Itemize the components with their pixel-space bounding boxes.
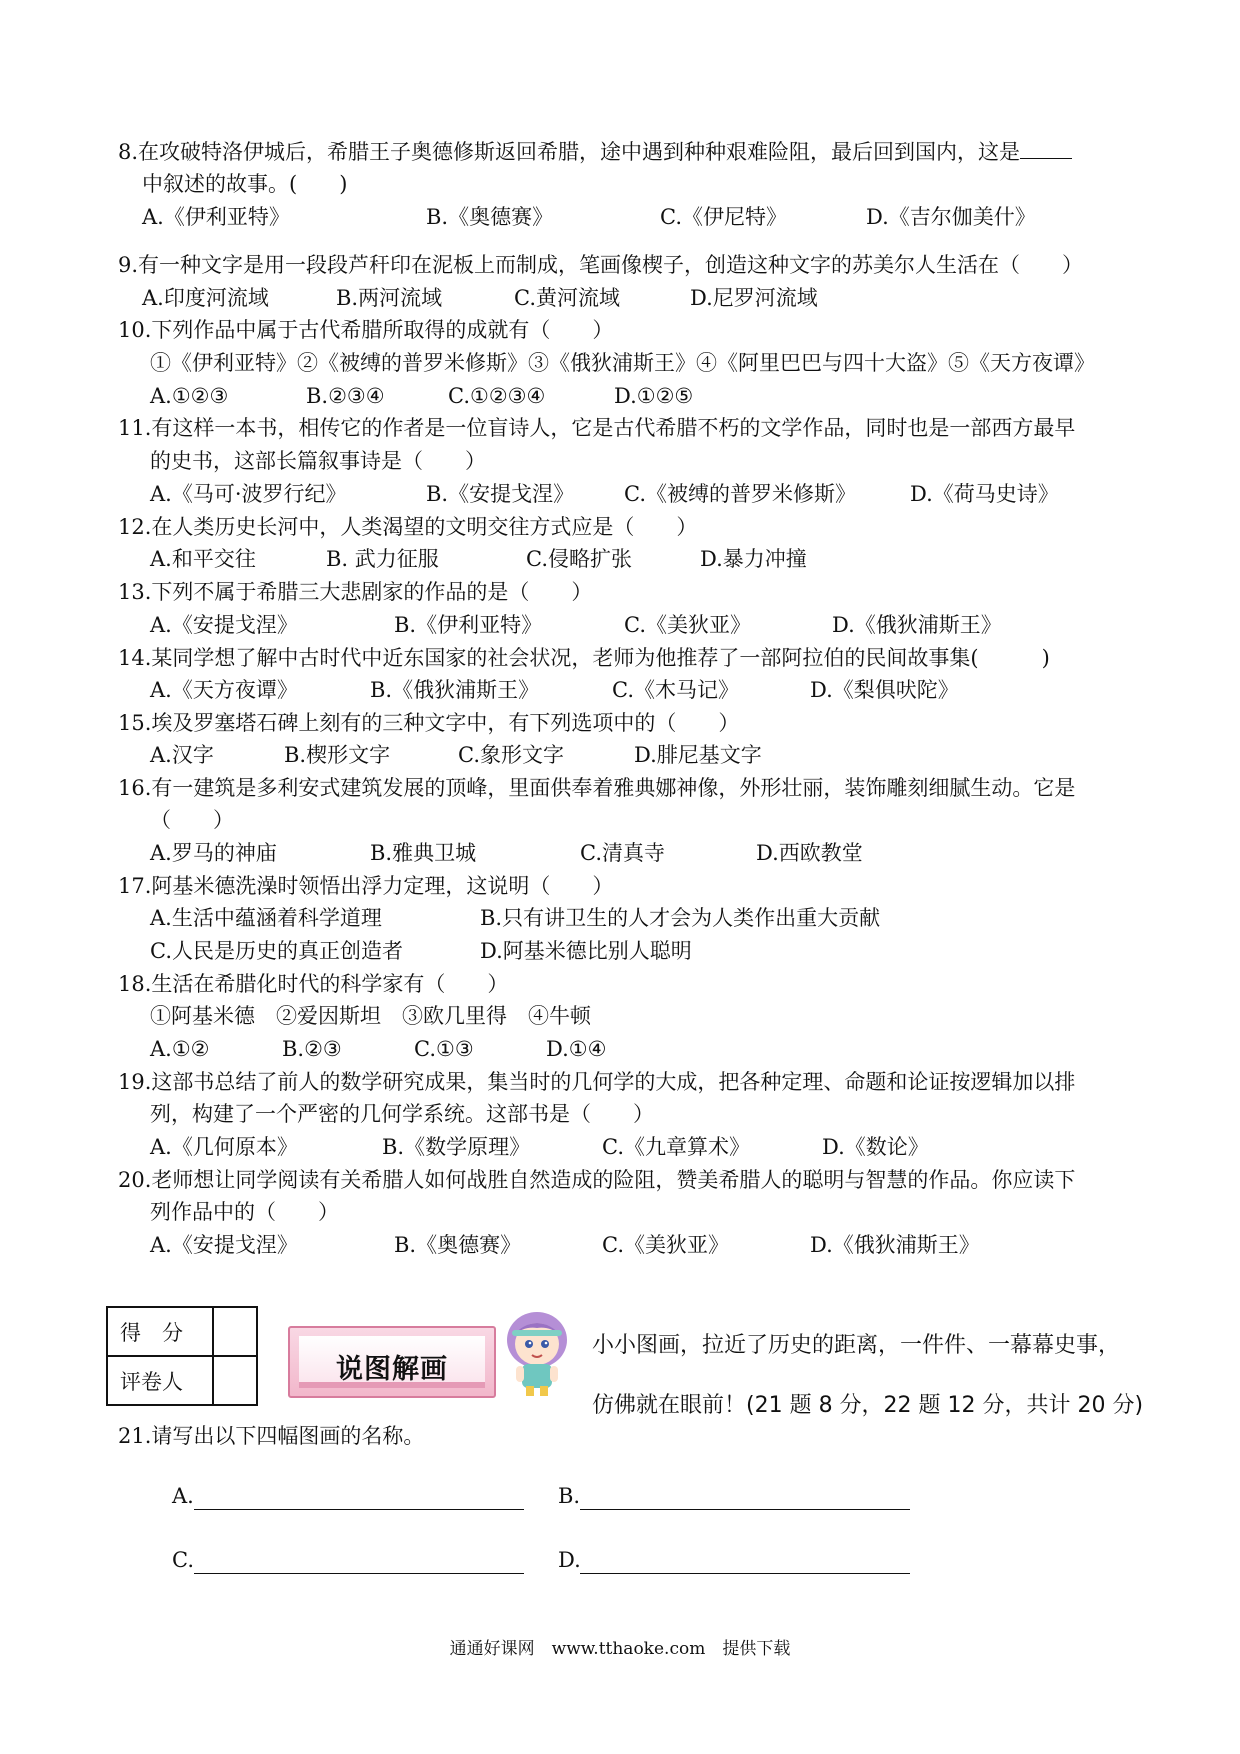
answer-line-c[interactable] (194, 1572, 524, 1574)
grader-box[interactable] (213, 1356, 257, 1405)
option-a: A.《天方夜谭》 (150, 678, 298, 702)
option-b: B.②③ (282, 1037, 342, 1061)
option-b: B.《俄狄浦斯王》 (370, 678, 540, 702)
question-9: 9.有一种文字是用一段段芦秆印在泥板上而制成，笔画像楔子，创造这种文字的苏美尔人生活在（ ） (118, 253, 1084, 277)
option-d: D.《俄狄浦斯王》 (832, 613, 1002, 637)
option-c: C.清真寺 (580, 841, 665, 865)
option-b: B.《安提戈涅》 (426, 482, 575, 506)
option-d: D.暴力冲撞 (700, 547, 807, 571)
question-10: 10.下列作品中属于古代希腊所取得的成就有（ ） (118, 318, 614, 342)
section-intro-line1: 小小图画，拉近了历史的距离，一件件、一幕幕史事， (592, 1333, 1121, 1358)
page-footer: 通通好课网 www.tthaoke.com 提供下载 (449, 1639, 791, 1659)
score-label: 得 分 (107, 1307, 213, 1356)
question-19: 19.这部书总结了前人的数学研究成果，集当时的几何学的大成，把各种定理、命题和论证按逻辑加以排 (118, 1070, 1076, 1094)
option-c: C.《被缚的普罗米修斯》 (624, 482, 856, 506)
option-d: D.尼罗河流域 (690, 286, 818, 310)
option-b: B.②③④ (306, 384, 385, 408)
question-11: 11.有这样一本书，相传它的作者是一位盲诗人，它是古代希腊不朽的文学作品，同时也是一部西方最早 (118, 416, 1076, 440)
option-b: B.两河流域 (336, 286, 443, 310)
option-b: B.只有讲卫生的人才会为人类作出重大贡献 (480, 906, 881, 930)
option-b: B.《奥德赛》 (394, 1233, 522, 1257)
option-c: C.《美狄亚》 (602, 1233, 729, 1257)
option-a: A.罗马的神庙 (150, 841, 277, 865)
answer-label-c: C. (172, 1548, 194, 1572)
option-d: D.《俄狄浦斯王》 (810, 1233, 980, 1257)
banner-title: 说图解画 (336, 1354, 448, 1385)
answer-line-d[interactable] (580, 1572, 910, 1574)
option-c: C.《九章算术》 (602, 1135, 750, 1159)
option-c: C.侵略扩张 (526, 547, 632, 571)
option-c: C.《美狄亚》 (624, 613, 751, 637)
answer-label-a: A. (172, 1484, 194, 1508)
option-d: D.腓尼基文字 (634, 743, 762, 767)
option-d: D.阿基米德比别人聪明 (480, 939, 692, 963)
option-a: A.和平交往 (150, 547, 256, 571)
option-d: D.《荷马史诗》 (910, 482, 1059, 506)
question-10-items: ①《伊利亚特》②《被缚的普罗米修斯》③《俄狄浦斯王》④《阿里巴巴与四十大盗》⑤《天方夜谭》 (150, 351, 1095, 375)
option-c: C.《伊尼特》 (660, 205, 787, 229)
score-table (106, 1306, 258, 1406)
question-21: 21.请写出以下四幅图画的名称。 (118, 1424, 425, 1448)
option-b: B.《数学原理》 (382, 1135, 531, 1159)
question-16: 16.有一建筑是多利安式建筑发展的顶峰，里面供奉着雅典娜神像，外形壮丽，装饰雕刻细腻生动。它是 (118, 776, 1076, 800)
answer-line-b[interactable] (580, 1508, 910, 1510)
option-d: D.《梨俱吠陀》 (810, 678, 959, 702)
option-a: A.《安提戈涅》 (150, 613, 298, 637)
option-c: C.①②③④ (448, 384, 546, 408)
answer-blank (1020, 138, 1072, 159)
question-14: 14.某同学想了解中古时代中近东国家的社会状况，老师为他推荐了一部阿拉伯的民间故事集( ) (118, 646, 1050, 670)
option-b: B.《奥德赛》 (426, 205, 554, 229)
question-13: 13.下列不属于希腊三大悲剧家的作品的是（ ） (118, 580, 593, 604)
option-b: B.雅典卫城 (370, 841, 477, 865)
score-box[interactable] (213, 1307, 257, 1356)
answer-label-d: D. (558, 1548, 581, 1572)
question-15: 15.埃及罗塞塔石碑上刻有的三种文字中，有下列选项中的（ ） (118, 711, 740, 735)
option-d: D.西欧教堂 (756, 841, 863, 865)
option-a: A.《安提戈涅》 (150, 1233, 298, 1257)
option-a: A.①② (150, 1037, 210, 1061)
option-d: D.《数论》 (822, 1135, 929, 1159)
question-8-text: 8.在攻破特洛伊城后，希腊王子奥德修斯返回希腊，途中遇到种种艰难险阻，最后回到国内，这是 (118, 140, 1021, 164)
option-a: A.印度河流域 (142, 286, 269, 310)
question-12: 12.在人类历史长河中，人类渴望的文明交往方式应是（ ） (118, 515, 698, 539)
question-20-cont: 列作品中的（ ） (150, 1200, 339, 1224)
option-a: A.汉字 (150, 743, 214, 767)
option-a: A.《几何原本》 (150, 1135, 298, 1159)
option-a: A.《伊利亚特》 (142, 205, 290, 229)
question-17: 17.阿基米德洗澡时领悟出浮力定理，这说明（ ） (118, 874, 614, 898)
option-c: C.人民是历史的真正创造者 (150, 939, 403, 963)
question-20: 20.老师想让同学阅读有关希腊人如何战胜自然造成的险阻，赞美希腊人的聪明与智慧的作品。你应读下 (118, 1168, 1076, 1192)
answer-line-a[interactable] (194, 1508, 524, 1510)
option-a: A.生活中蕴涵着科学道理 (150, 906, 382, 930)
option-b: B.楔形文字 (284, 743, 391, 767)
grader-label: 评卷人 (107, 1356, 213, 1405)
cartoon-girl-icon (500, 1306, 574, 1398)
question-8-cont: 中叙述的故事。( ) (142, 172, 348, 196)
option-c: C.象形文字 (458, 743, 564, 767)
option-b: B.《伊利亚特》 (394, 613, 543, 637)
banner-inner (299, 1336, 485, 1388)
question-11-cont: 的史书，这部长篇叙事诗是（ ） (150, 449, 486, 473)
question-19-cont: 列，构建了一个严密的几何学系统。这部书是（ ） (150, 1102, 654, 1126)
question-18-items: ①阿基米德 ②爱因斯坦 ③欧几里得 ④牛顿 (150, 1004, 591, 1028)
section-intro-line2: 仿佛就在眼前！(21 题 8 分，22 题 12 分，共计 20 分) (592, 1393, 1144, 1418)
option-c: C.《木马记》 (612, 678, 739, 702)
option-a: A.《马可·波罗行纪》 (150, 482, 347, 506)
question-8 (118, 138, 1072, 166)
option-c: C.①③ (414, 1037, 474, 1061)
option-d: D.①④ (546, 1037, 607, 1061)
question-18: 18.生活在希腊化时代的科学家有（ ） (118, 972, 509, 996)
answer-label-b: B. (558, 1484, 581, 1508)
question-16-cont: （ ） (150, 808, 234, 832)
option-a: A.①②③ (150, 384, 229, 408)
section-banner (288, 1326, 496, 1398)
option-d: D.①②⑤ (614, 384, 694, 408)
option-d: D.《吉尔伽美什》 (866, 205, 1036, 229)
option-c: C.黄河流域 (514, 286, 620, 310)
option-b: B. 武力征服 (326, 547, 439, 571)
